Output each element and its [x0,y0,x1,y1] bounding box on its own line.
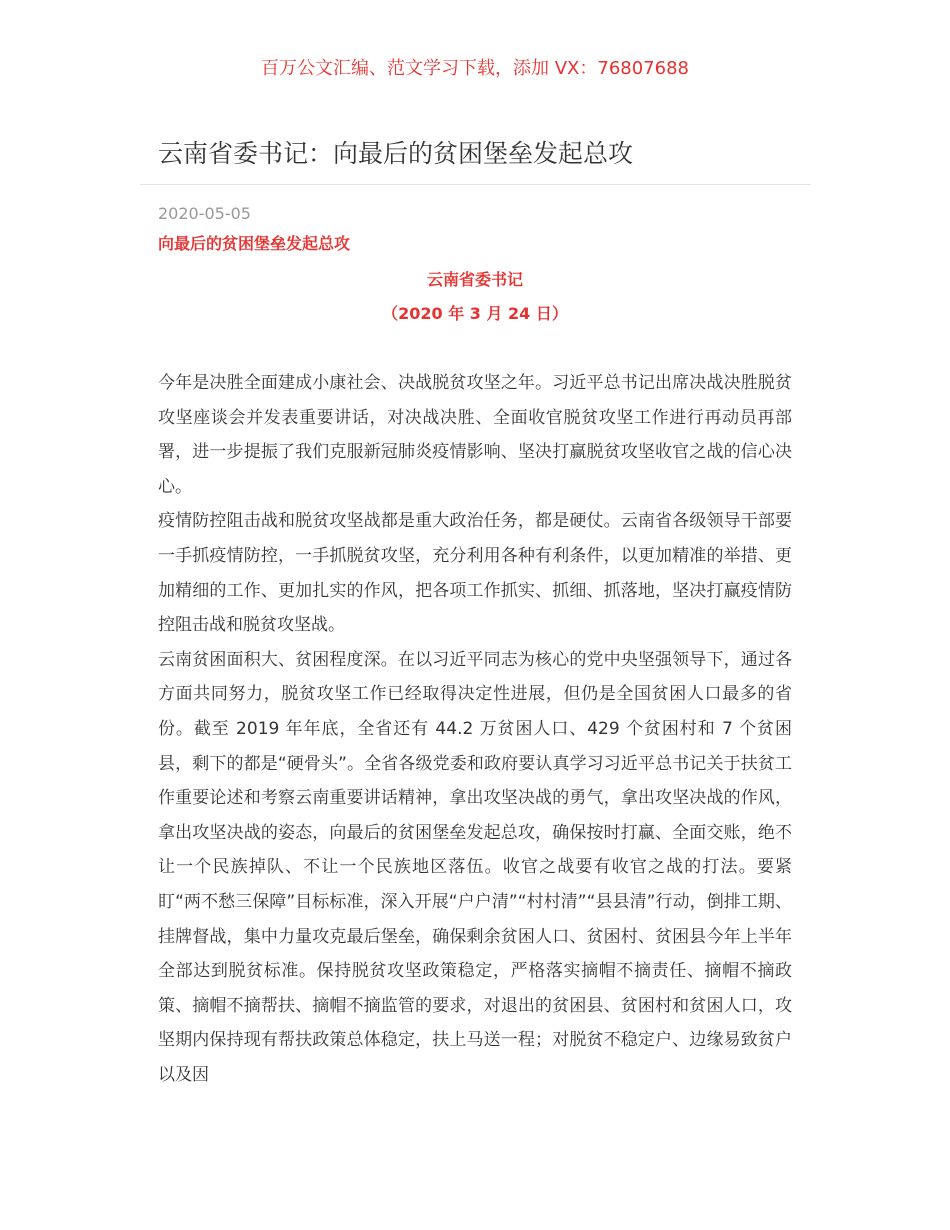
body-paragraph-3: 云南贫困面积大、贫困程度深。在以习近平同志为核心的党中央坚强领导下，通过各方面共同努力，脱贫攻坚工作已经取得决定性进展，但仍是全国贫困人口最多的省份。截至 2019 年年底，全省还有 44.2 万贫困人口、429 个贫困村和 7 个贫困县，剩下的都是“硬骨头”。全省各级党委和政府要认真学习习近平总书记关于扶贫工作重要论述和考察云南重要讲话精神，拿出攻坚决战的勇气，拿出攻坚决战的作风，拿出攻坚决战的姿态，向最后的贫困堡垒发起总攻，确保按时打赢、全面交账，绝不让一个民族掉队、不让一个民族地区落伍。收官之战要有收官之战的打法。要紧盯“两不愁三保障”目标标准，深入开展“户户清”“村村清”“县县清”行动，倒排工期、挂牌督战，集中力量攻克最后堡垒，确保剩余贫困人口、贫困村、贫困县今年上半年全部达到脱贫标准。保持脱贫攻坚政策稳定，严格落实摘帽不摘责任、摘帽不摘政策、摘帽不摘帮扶、摘帽不摘监管的要求，对退出的贫困县、贫困村和贫困人口，攻坚期内保持现有帮扶政策总体稳定，扶上马送一程；对脱贫不稳定户、边缘易致贫户以及因 [158,649,792,1085]
article-author: 云南省委书记 [426,270,523,289]
title-divider [140,184,811,185]
body-paragraph-1: 今年是决胜全面建成小康社会、决战脱贫攻坚之年。习近平总书记出席决战决胜脱贫攻坚座谈会并发表重要讲话，对决战决胜、全面收官脱贫攻坚工作进行再动员再部署，进一步提振了我们克服新冠肺炎疫情影响、坚决打赢脱贫攻坚收官之战的信心决心。 [158,373,792,497]
body-paragraph-2: 疫情防控阻击战和脱贫攻坚战都是重大政治任务，都是硬仗。云南省各级领导干部要一手抓疫情防控，一手抓脱贫攻坚，充分利用各种有利条件，以更加精准的举措、更加精细的工作、更加扎实的作风，把各项工作抓实、抓细、抓落地，坚决打赢疫情防控阻击战和脱贫攻坚战。 [158,511,792,636]
article-subheading: 向最后的贫困堡垒发起总攻 [158,234,351,253]
article-title: 云南省委书记：向最后的贫困堡垒发起总攻 [158,139,634,168]
speech-date: （2020 年 3 月 24 日） [382,304,568,323]
article-body [158,366,792,1092]
header-banner: 百万公文汇编、范文学习下载，添加 VX：76807688 [261,58,689,79]
publish-date: 2020-05-05 [158,204,251,223]
